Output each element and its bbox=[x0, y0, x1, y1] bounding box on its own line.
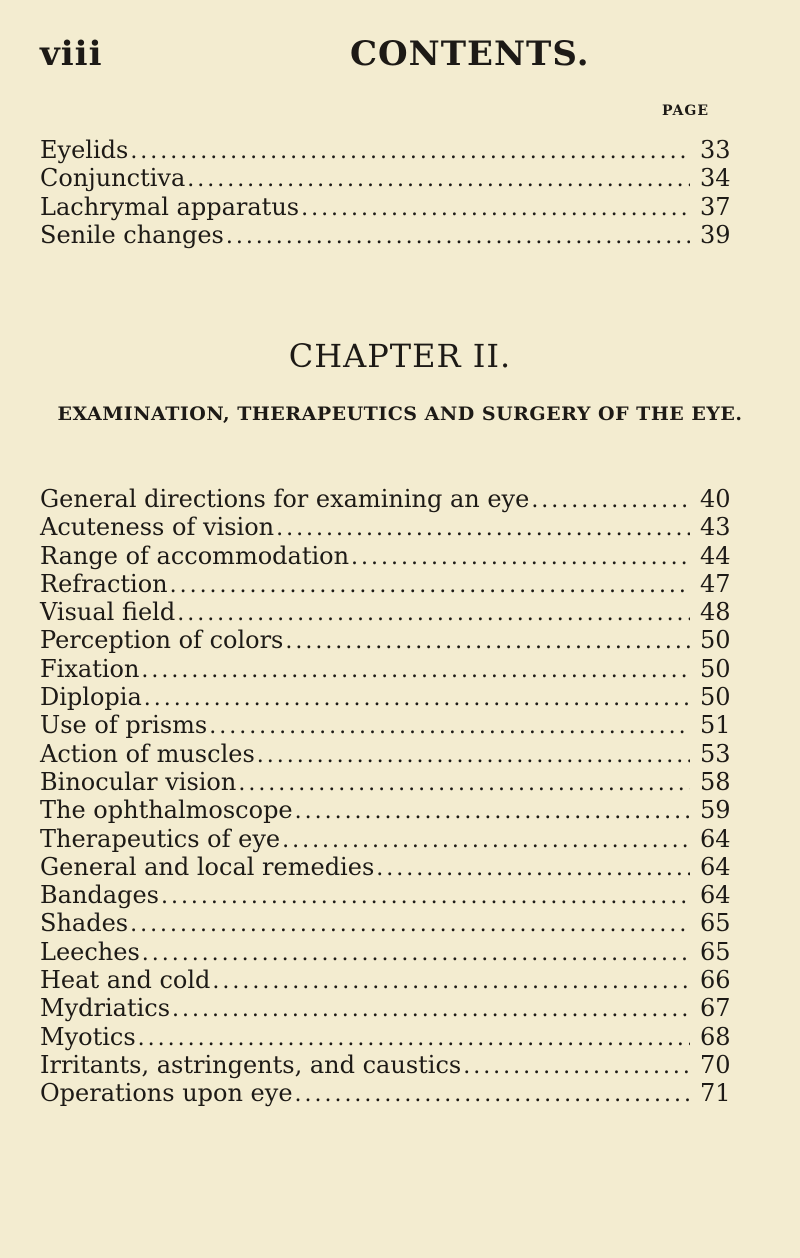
dot-leader bbox=[144, 686, 690, 711]
toc-entry bbox=[40, 193, 740, 221]
toc-entry-title: Lachrymal apparatus bbox=[40, 192, 300, 221]
toc-entry-title: Senile changes bbox=[40, 220, 224, 249]
toc-entry bbox=[40, 825, 740, 853]
toc-entry bbox=[40, 768, 740, 796]
toc-entry bbox=[40, 683, 740, 711]
dot-leader bbox=[226, 224, 690, 249]
toc-entry-page: 34 bbox=[700, 164, 731, 193]
toc-entry bbox=[40, 909, 740, 937]
toc-entry-page: 67 bbox=[700, 994, 731, 1023]
toc-entry-page: 65 bbox=[700, 937, 731, 966]
toc-entry bbox=[40, 570, 740, 598]
toc-entry-page: 51 bbox=[700, 711, 731, 740]
dot-leader bbox=[531, 488, 690, 513]
toc-entry-title: General directions for examining an eye bbox=[40, 485, 530, 513]
toc-entry-page: 70 bbox=[700, 1050, 731, 1079]
toc-entry bbox=[40, 1051, 740, 1079]
toc-entry-title: Therapeutics of eye bbox=[40, 824, 281, 853]
toc-entry-title: Range of accommodation bbox=[40, 541, 350, 570]
toc-section-one bbox=[40, 136, 740, 249]
toc-entry-page: 48 bbox=[700, 598, 731, 627]
toc-entry-page: 40 bbox=[700, 485, 731, 513]
toc-entry-page: 53 bbox=[700, 739, 731, 768]
toc-entry-page: 50 bbox=[700, 654, 731, 683]
dot-leader bbox=[161, 884, 690, 909]
toc-entry-page: 37 bbox=[700, 192, 731, 221]
toc-entry bbox=[40, 740, 740, 768]
toc-entry-page: 50 bbox=[700, 626, 731, 655]
dot-leader bbox=[170, 573, 690, 598]
toc-entry bbox=[40, 598, 740, 626]
toc-entry-title: Binocular vision bbox=[40, 767, 237, 796]
dot-leader bbox=[172, 997, 690, 1022]
toc-entry-title: Heat and cold bbox=[40, 966, 211, 995]
toc-entry bbox=[40, 853, 740, 881]
toc-entry bbox=[40, 966, 740, 994]
toc-entry-page: 64 bbox=[700, 852, 731, 881]
toc-entry-title: Conjunctiva bbox=[40, 164, 186, 193]
toc-entry-page: 68 bbox=[700, 1022, 731, 1051]
dot-leader bbox=[301, 196, 690, 221]
toc-entry-page: 43 bbox=[700, 513, 731, 542]
toc-entry-title: Leeches bbox=[40, 937, 140, 966]
dot-leader bbox=[187, 167, 690, 192]
toc-entry-title: Perception of colors bbox=[40, 626, 284, 655]
toc-entry-page: 50 bbox=[700, 683, 731, 712]
toc-entry-page: 44 bbox=[700, 541, 731, 570]
dot-leader bbox=[295, 1082, 690, 1107]
running-head: CONTENTS. bbox=[350, 34, 590, 74]
toc-entry-title: Use of prisms bbox=[40, 711, 208, 740]
toc-entry-page: 65 bbox=[700, 909, 731, 938]
toc-entry-title: Visual field bbox=[40, 598, 176, 627]
toc-entry-title: Diplopia bbox=[40, 683, 142, 712]
page-number: viii bbox=[40, 34, 103, 74]
toc-entry-title: Eyelids bbox=[40, 136, 129, 164]
toc-entry-title: Shades bbox=[40, 909, 129, 938]
toc-entry-page: 47 bbox=[700, 569, 731, 598]
page-column-label: PAGE bbox=[662, 103, 709, 119]
toc-entry bbox=[40, 1023, 740, 1051]
toc-entry-title: Refraction bbox=[40, 569, 168, 598]
toc-entry bbox=[40, 164, 740, 192]
dot-leader bbox=[376, 856, 690, 881]
dot-leader bbox=[138, 1026, 690, 1051]
toc-entry-title: Action of muscles bbox=[40, 739, 255, 768]
dot-leader bbox=[295, 799, 690, 824]
toc-entry-page: 33 bbox=[700, 136, 731, 164]
toc-entry-title: Operations upon eye bbox=[40, 1079, 293, 1108]
toc-entry-page: 64 bbox=[700, 881, 731, 910]
dot-leader bbox=[238, 771, 690, 796]
page-header bbox=[40, 34, 760, 74]
dot-leader bbox=[177, 601, 690, 626]
toc-section-two bbox=[40, 485, 740, 1108]
toc-entry bbox=[40, 881, 740, 909]
toc-entry-page: 58 bbox=[700, 767, 731, 796]
toc-entry bbox=[40, 796, 740, 824]
toc-entry bbox=[40, 136, 740, 164]
dot-leader bbox=[285, 629, 690, 654]
toc-entry-page: 71 bbox=[700, 1079, 731, 1108]
dot-leader bbox=[282, 828, 690, 853]
dot-leader bbox=[209, 714, 690, 739]
toc-entry-title: Irritants, astringents, and caustics bbox=[40, 1050, 462, 1079]
toc-entry-page: 64 bbox=[700, 824, 731, 853]
toc-entry-title: Bandages bbox=[40, 881, 159, 910]
toc-entry-title: Mydriatics bbox=[40, 994, 171, 1023]
dot-leader bbox=[276, 516, 690, 541]
dot-leader bbox=[463, 1054, 690, 1079]
dot-leader bbox=[141, 658, 690, 683]
dot-leader bbox=[142, 941, 690, 966]
toc-entry bbox=[40, 938, 740, 966]
chapter-heading: CHAPTER II. bbox=[288, 337, 512, 375]
toc-entry bbox=[40, 711, 740, 739]
chapter-subtitle: EXAMINATION, THERAPEUTICS AND SURGERY OF THE EYE. bbox=[57, 403, 743, 425]
toc-entry-title: General and local remedies bbox=[40, 852, 375, 881]
toc-entry-page: 66 bbox=[700, 966, 731, 995]
toc-entry bbox=[40, 542, 740, 570]
toc-entry bbox=[40, 485, 740, 513]
toc-entry-title: Acuteness of vision bbox=[40, 513, 275, 542]
toc-entry-title: Myotics bbox=[40, 1022, 136, 1051]
toc-entry-title: Fixation bbox=[40, 654, 140, 683]
toc-entry bbox=[40, 994, 740, 1022]
dot-leader bbox=[130, 139, 690, 164]
dot-leader bbox=[351, 545, 690, 570]
toc-entry bbox=[40, 513, 740, 541]
toc-entry-page: 59 bbox=[700, 796, 731, 825]
toc-entry bbox=[40, 1079, 740, 1107]
dot-leader bbox=[212, 969, 690, 994]
toc-entry bbox=[40, 221, 740, 249]
toc-entry-page: 39 bbox=[700, 220, 731, 249]
toc-entry-title: The ophthalmoscope bbox=[40, 796, 293, 825]
dot-leader bbox=[257, 743, 690, 768]
dot-leader bbox=[130, 912, 690, 937]
toc-entry bbox=[40, 626, 740, 654]
toc-entry bbox=[40, 655, 740, 683]
